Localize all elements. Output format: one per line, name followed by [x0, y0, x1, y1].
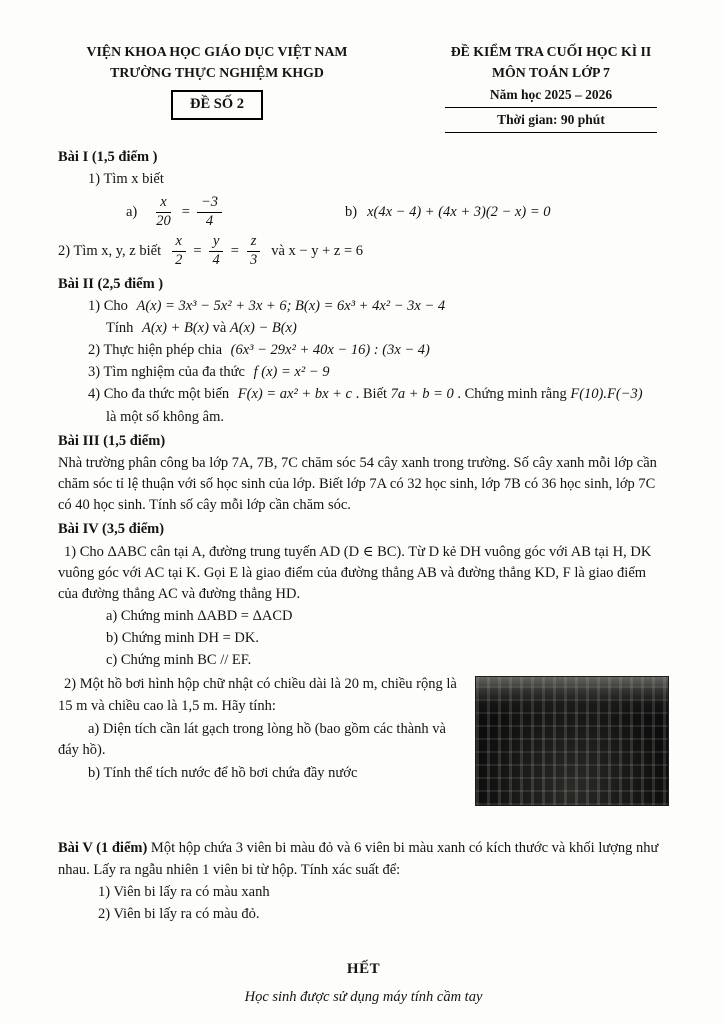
fraction-numerator: y [209, 234, 223, 252]
exam-duration: Thời gian: 90 phút [445, 110, 657, 133]
footer [58, 959, 669, 1008]
fraction-x-over-2 [171, 234, 186, 268]
bai2-q2 [88, 340, 669, 361]
bai4-q1b: b) Chứng minh DH = DK. [106, 630, 259, 647]
section-bai-2 [58, 274, 669, 428]
bai2-q4-continuation: là một số không âm. [106, 408, 225, 425]
bai1-q1b-label: b) [345, 203, 358, 220]
school-name: TRƯỜNG THỰC NGHIỆM KHGD [110, 65, 324, 81]
exam-number-box: ĐỀ SỐ 2 [171, 90, 263, 120]
bai2-q1 [88, 296, 669, 317]
bai1-q1b-expression: x(4x − 4) + (4x + 3)(2 − x) = 0 [367, 203, 551, 220]
bai1-q1-equations-row [58, 195, 669, 229]
fraction-denominator: 3 [249, 251, 258, 268]
section-bai-3 [58, 431, 669, 517]
bai4-q2: 2) Một hồ bơi hình hộp chữ nhật có chiều dài là 20 m, chiều rộng là 15 m và chiều cao là 1,5 m. Hãy tính: [58, 676, 457, 714]
end-label: HẾT [346, 961, 381, 978]
bai4-q2-row [58, 674, 669, 806]
bai5-intro-text: Một hộp chứa 3 viên bi màu đỏ và 6 viên bi màu xanh có kích thước và khối lượng như nhau. Lấy ra ngẫu nhiên 1 viên bi từ hộp. Tính xác suất để: [58, 840, 659, 878]
fraction-numerator: −3 [197, 195, 222, 213]
bai2-title: Bài II (2,5 điểm ) [58, 275, 164, 292]
swimming-pool-image [475, 676, 669, 806]
bai2-q1b [106, 318, 669, 339]
bai2-q1b-pre: Tính [106, 319, 134, 336]
fraction-z-over-3 [246, 234, 261, 268]
bai2-q4-condition: 7a + b = 0 [390, 386, 454, 403]
section-bai-1 [58, 147, 669, 269]
institution-name: VIỆN KHOA HỌC GIÁO DỤC VIỆT NAM [86, 44, 348, 59]
bai2-q4-pre: 4) Cho đa thức một biến [88, 386, 230, 403]
header-left-block [58, 42, 376, 120]
fraction-denominator: 4 [205, 212, 214, 229]
calculator-permission-note: Học sinh được sử dụng máy tính cầm tay [244, 988, 483, 1005]
bai4-title: Bài IV (3,5 điểm) [58, 521, 165, 538]
bai1-q1: 1) Tìm x biết [88, 170, 164, 187]
bai2-q1b-difference: A(x) − B(x) [229, 319, 297, 336]
bai2-q3-polynomial: f (x) = x² − 9 [253, 364, 330, 381]
fraction-numerator: x [156, 195, 170, 213]
bai2-q1-polynomials: A(x) = 3x³ − 5x² + 3x + 6; B(x) = 6x³ + 4x² − 3x − 4 [136, 297, 446, 314]
fraction-neg3-over-4 [197, 195, 222, 229]
fraction-y-over-4 [209, 234, 224, 268]
bai4-q1: 1) Cho ΔABC cân tại A, đường trung tuyến AD (D ∈ BC). Từ D kẻ DH vuông góc với AB tại H, DK vuông góc với AC tại K. Gọi E là giao điểm của đường thẳng AB và đường thẳng KD, F là giao điểm của đường thẳng AC và đường thẳng HD. [58, 543, 652, 602]
equals-sign: = [181, 203, 190, 220]
bai1-q2-pre: 2) Tìm x, y, z biết [58, 242, 162, 259]
equals-sign: = [193, 242, 202, 259]
equals-sign: = [230, 242, 239, 259]
fraction-numerator: z [247, 234, 261, 252]
bai2-q1b-sum: A(x) + B(x) [142, 319, 209, 336]
bai3-title: Bài III (1,5 điểm) [58, 432, 166, 449]
bai2-q2-division: (6x³ − 29x² + 40x − 16) : (3x − 4) [230, 342, 430, 359]
fraction-denominator: 4 [212, 251, 220, 268]
bai1-q1a-label: a) [126, 203, 138, 220]
school-year: Năm học 2025 – 2026 [445, 85, 657, 108]
bai5-q1: 1) Viên bi lấy ra có màu xanh [98, 883, 270, 900]
header [58, 42, 669, 135]
exam-title: ĐỀ KIỂM TRA CUỐI HỌC KÌ II [450, 44, 652, 59]
bai1-q1a [126, 195, 227, 229]
fraction-denominator: 20 [156, 212, 171, 229]
bai2-q3-pre: 3) Tìm nghiệm của đa thức [88, 364, 245, 381]
bai2-q4-product: F(10).F(−3) [570, 386, 643, 403]
bai4-q2-text-column [58, 674, 475, 806]
bai2-q1-pre: 1) Cho [88, 297, 128, 314]
bai2-q4-mid2: . Chứng minh rằng [457, 386, 567, 403]
bai2-q4 [88, 384, 669, 405]
bai4-q1c: c) Chứng minh BC // EF. [106, 652, 252, 669]
fraction-numerator: x [172, 234, 186, 252]
bai4-q1a: a) Chứng minh ΔABD = ΔACD [106, 607, 293, 624]
bai5-title: Bài V (1 điểm) [58, 840, 148, 857]
bai1-q2-post: và x − y + z = 6 [271, 242, 363, 259]
bai3-problem-text: Nhà trường phân công ba lớp 7A, 7B, 7C chăm sóc 54 cây xanh trong trường. Số cây xanh mỗi lớp cần chăm sóc tỉ lệ thuận với số học sinh của lớp. Biết lớp 7A có 32 học sinh, lớp 7B có 36 học sinh, lớp 7C có 40 học sinh. Tính số cây mỗi lớp cần chăm sóc. [58, 454, 657, 514]
fraction-denominator: 2 [175, 251, 183, 268]
bai2-q4-polynomial: F(x) = ax² + bx + c [237, 386, 352, 403]
section-bai-5 [58, 838, 669, 925]
exam-subject: MÔN TOÁN LỚP 7 [492, 65, 610, 81]
bai2-q2-pre: 2) Thực hiện phép chia [88, 342, 223, 359]
bai2-q1b-and: và [212, 319, 227, 336]
fraction-x-over-20 [152, 195, 175, 229]
header-right-block [433, 42, 669, 135]
bai5-q2: 2) Viên bi lấy ra có màu đỏ. [98, 905, 260, 922]
bai1-q1b [345, 202, 550, 223]
bai5-intro-paragraph [58, 838, 669, 880]
bai1-q2 [58, 234, 669, 268]
section-bai-4 [58, 519, 669, 806]
bai1-title: Bài I (1,5 điểm ) [58, 148, 158, 165]
bai4-q2a: a) Diện tích cần lát gạch trong lòng hồ (bao gồm các thành và đáy hồ). [58, 720, 446, 758]
bai2-q4-mid1: . Biết [355, 386, 388, 403]
bai2-q3 [88, 362, 669, 383]
bai4-q2b: b) Tính thể tích nước để hồ bơi chứa đầy nước [88, 765, 358, 782]
